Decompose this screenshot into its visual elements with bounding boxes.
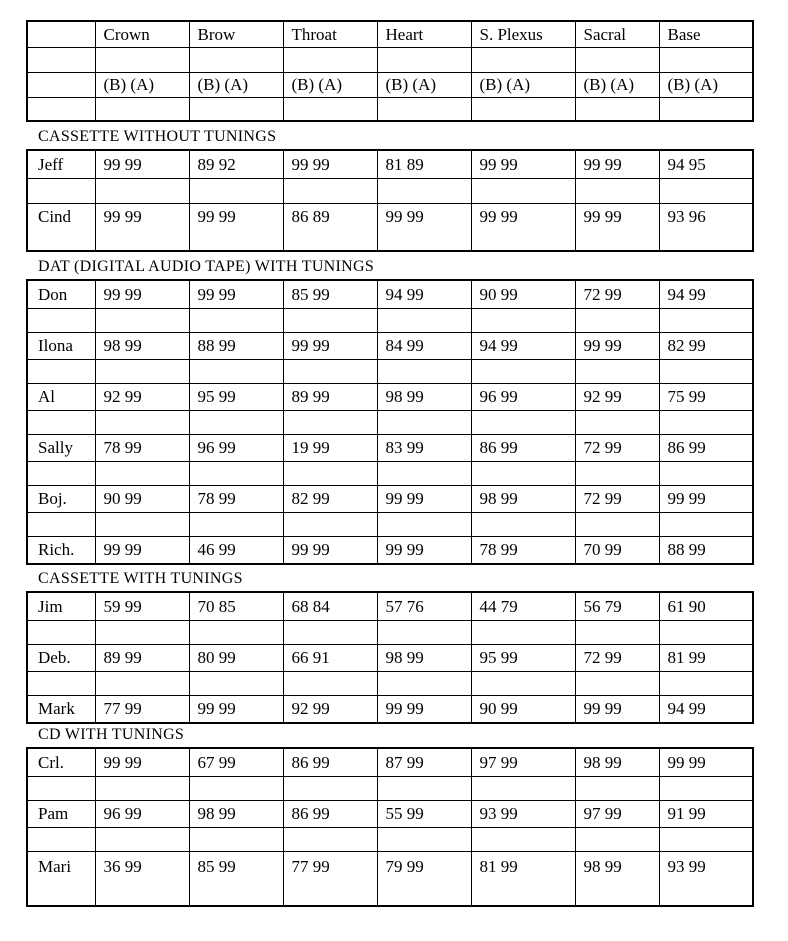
value-cell: 99 99: [575, 203, 659, 251]
column-header-throat: Throat: [283, 21, 377, 47]
value-cell: 86 89: [283, 203, 377, 251]
ba-label-heart: (B) (A): [377, 72, 471, 97]
value-cell: 78 99: [471, 536, 575, 564]
value-cell: 68 84: [283, 592, 377, 620]
value-cell: 99 99: [471, 150, 575, 178]
value-cell: 46 99: [189, 536, 283, 564]
value-cell: 77 99: [283, 851, 377, 906]
value-cell: 99 99: [95, 536, 189, 564]
participant-name: Don: [27, 280, 95, 308]
header-table: [26, 20, 754, 122]
value-cell: 99 99: [95, 280, 189, 308]
value-cell: 99 99: [95, 203, 189, 251]
participant-name: Deb.: [27, 644, 95, 671]
header-spacer-row: [27, 47, 753, 72]
value-cell: 86 99: [471, 434, 575, 461]
ba-label-base: (B) (A): [659, 72, 753, 97]
ba-label-sacral: (B) (A): [575, 72, 659, 97]
participant-name: Mark: [27, 695, 95, 723]
value-cell: 99 99: [377, 695, 471, 723]
value-cell: 97 99: [471, 748, 575, 776]
value-cell: 99 99: [575, 332, 659, 359]
value-cell: 99 99: [575, 695, 659, 723]
value-cell: 72 99: [575, 485, 659, 512]
value-cell: 86 99: [283, 800, 377, 827]
header-row-chakras: [27, 21, 753, 47]
value-cell: 86 99: [659, 434, 753, 461]
ba-label-brow: (B) (A): [189, 72, 283, 97]
value-cell: 99 99: [283, 332, 377, 359]
participant-name: Ilona: [27, 332, 95, 359]
participant-name: Rich.: [27, 536, 95, 564]
value-cell: 79 99: [377, 851, 471, 906]
column-header-crown: Crown: [95, 21, 189, 47]
spacer-row: [27, 827, 753, 851]
value-cell: 61 90: [659, 592, 753, 620]
table-row: [27, 280, 753, 308]
value-cell: 81 89: [377, 150, 471, 178]
value-cell: 94 99: [377, 280, 471, 308]
spacer-row: [27, 671, 753, 695]
value-cell: 99 99: [575, 150, 659, 178]
value-cell: 72 99: [575, 644, 659, 671]
value-cell: 98 99: [189, 800, 283, 827]
value-cell: 90 99: [95, 485, 189, 512]
table-row: [27, 536, 753, 564]
value-cell: 85 99: [189, 851, 283, 906]
table-row: [27, 485, 753, 512]
value-cell: 99 99: [189, 203, 283, 251]
value-cell: 99 99: [659, 485, 753, 512]
participant-name: Jeff: [27, 150, 95, 178]
value-cell: 87 99: [377, 748, 471, 776]
value-cell: 96 99: [189, 434, 283, 461]
value-cell: 94 99: [659, 695, 753, 723]
value-cell: 59 99: [95, 592, 189, 620]
value-cell: 78 99: [95, 434, 189, 461]
value-cell: 55 99: [377, 800, 471, 827]
value-cell: 98 99: [377, 644, 471, 671]
spacer-row: [27, 308, 753, 332]
value-cell: 75 99: [659, 383, 753, 410]
spacer-row: [27, 512, 753, 536]
table-row: [27, 203, 753, 251]
value-cell: 93 99: [471, 800, 575, 827]
table-row: [27, 695, 753, 723]
column-header-heart: Heart: [377, 21, 471, 47]
table-row: [27, 592, 753, 620]
participant-name: Sally: [27, 434, 95, 461]
value-cell: 44 79: [471, 592, 575, 620]
table-row: [27, 851, 753, 906]
value-cell: 72 99: [575, 434, 659, 461]
value-cell: 93 99: [659, 851, 753, 906]
value-cell: 99 99: [189, 695, 283, 723]
value-cell: 70 85: [189, 592, 283, 620]
value-cell: 92 99: [283, 695, 377, 723]
participant-name: Crl.: [27, 748, 95, 776]
value-cell: 80 99: [189, 644, 283, 671]
table-row: [27, 150, 753, 178]
spacer-row: [27, 359, 753, 383]
value-cell: 99 99: [377, 536, 471, 564]
table-row: [27, 748, 753, 776]
table-row: [27, 332, 753, 359]
value-cell: 96 99: [471, 383, 575, 410]
section-table-dat-with-tunings: [26, 279, 754, 565]
value-cell: 86 99: [283, 748, 377, 776]
value-cell: 89 99: [95, 644, 189, 671]
spacer-row: [27, 461, 753, 485]
value-cell: 89 92: [189, 150, 283, 178]
header-row-ba: [27, 72, 753, 97]
value-cell: 92 99: [95, 383, 189, 410]
participant-name: Al: [27, 383, 95, 410]
value-cell: 94 99: [659, 280, 753, 308]
value-cell: 95 99: [189, 383, 283, 410]
value-cell: 97 99: [575, 800, 659, 827]
section-label-cassette-without-tunings: CASSETTE WITHOUT TUNINGS: [38, 128, 277, 145]
value-cell: 99 99: [283, 536, 377, 564]
value-cell: 77 99: [95, 695, 189, 723]
value-cell: 96 99: [95, 800, 189, 827]
value-cell: 90 99: [471, 695, 575, 723]
value-cell: 83 99: [377, 434, 471, 461]
value-cell: 95 99: [471, 644, 575, 671]
column-header-s-plexus: S. Plexus: [471, 21, 575, 47]
spacer-row: [27, 410, 753, 434]
value-cell: 81 99: [471, 851, 575, 906]
value-cell: 98 99: [377, 383, 471, 410]
ba-label-throat: (B) (A): [283, 72, 377, 97]
section-table-cd-with-tunings: [26, 747, 754, 907]
participant-name: Boj.: [27, 485, 95, 512]
spacer-row: [27, 776, 753, 800]
value-cell: 98 99: [95, 332, 189, 359]
value-cell: 99 99: [659, 748, 753, 776]
participant-name: Cind: [27, 203, 95, 251]
value-cell: 99 99: [95, 150, 189, 178]
section-table-cassette-with-tunings: [26, 591, 754, 724]
value-cell: 94 99: [471, 332, 575, 359]
value-cell: 92 99: [575, 383, 659, 410]
participant-name: Pam: [27, 800, 95, 827]
value-cell: 85 99: [283, 280, 377, 308]
table-row: [27, 800, 753, 827]
value-cell: 72 99: [575, 280, 659, 308]
value-cell: 78 99: [189, 485, 283, 512]
column-header-brow: Brow: [189, 21, 283, 47]
value-cell: 57 76: [377, 592, 471, 620]
value-cell: 82 99: [659, 332, 753, 359]
spacer-row: [27, 178, 753, 203]
value-cell: 67 99: [189, 748, 283, 776]
value-cell: 98 99: [471, 485, 575, 512]
ba-label-crown: (B) (A): [95, 72, 189, 97]
value-cell: 88 99: [189, 332, 283, 359]
value-cell: 81 99: [659, 644, 753, 671]
value-cell: 99 99: [471, 203, 575, 251]
section-label-cassette-with-tunings: CASSETTE WITH TUNINGS: [38, 570, 243, 587]
value-cell: 94 95: [659, 150, 753, 178]
value-cell: 93 96: [659, 203, 753, 251]
section-table-cassette-without-tunings: [26, 149, 754, 252]
table-row: [27, 383, 753, 410]
value-cell: 99 99: [377, 485, 471, 512]
value-cell: 82 99: [283, 485, 377, 512]
value-cell: 98 99: [575, 851, 659, 906]
value-cell: 70 99: [575, 536, 659, 564]
value-cell: 99 99: [95, 748, 189, 776]
participant-name: Mari: [27, 851, 95, 906]
table-row: [27, 644, 753, 671]
value-cell: 89 99: [283, 383, 377, 410]
section-label-cd-with-tunings: CD WITH TUNINGS: [38, 726, 185, 743]
value-cell: 36 99: [95, 851, 189, 906]
value-cell: 99 99: [377, 203, 471, 251]
value-cell: 91 99: [659, 800, 753, 827]
value-cell: 84 99: [377, 332, 471, 359]
column-header-sacral: Sacral: [575, 21, 659, 47]
value-cell: 88 99: [659, 536, 753, 564]
value-cell: 99 99: [189, 280, 283, 308]
ba-corner-cell: [27, 72, 95, 97]
column-header-base: Base: [659, 21, 753, 47]
value-cell: 99 99: [283, 150, 377, 178]
header-spacer-row: [27, 97, 753, 121]
spacer-row: [27, 620, 753, 644]
value-cell: 98 99: [575, 748, 659, 776]
value-cell: 56 79: [575, 592, 659, 620]
value-cell: 90 99: [471, 280, 575, 308]
participant-name: Jim: [27, 592, 95, 620]
value-cell: 19 99: [283, 434, 377, 461]
ba-label-s-plexus: (B) (A): [471, 72, 575, 97]
table-row: [27, 434, 753, 461]
value-cell: 66 91: [283, 644, 377, 671]
section-label-dat-with-tunings: DAT (DIGITAL AUDIO TAPE) WITH TUNINGS: [38, 258, 375, 275]
header-corner-cell: [27, 21, 95, 47]
